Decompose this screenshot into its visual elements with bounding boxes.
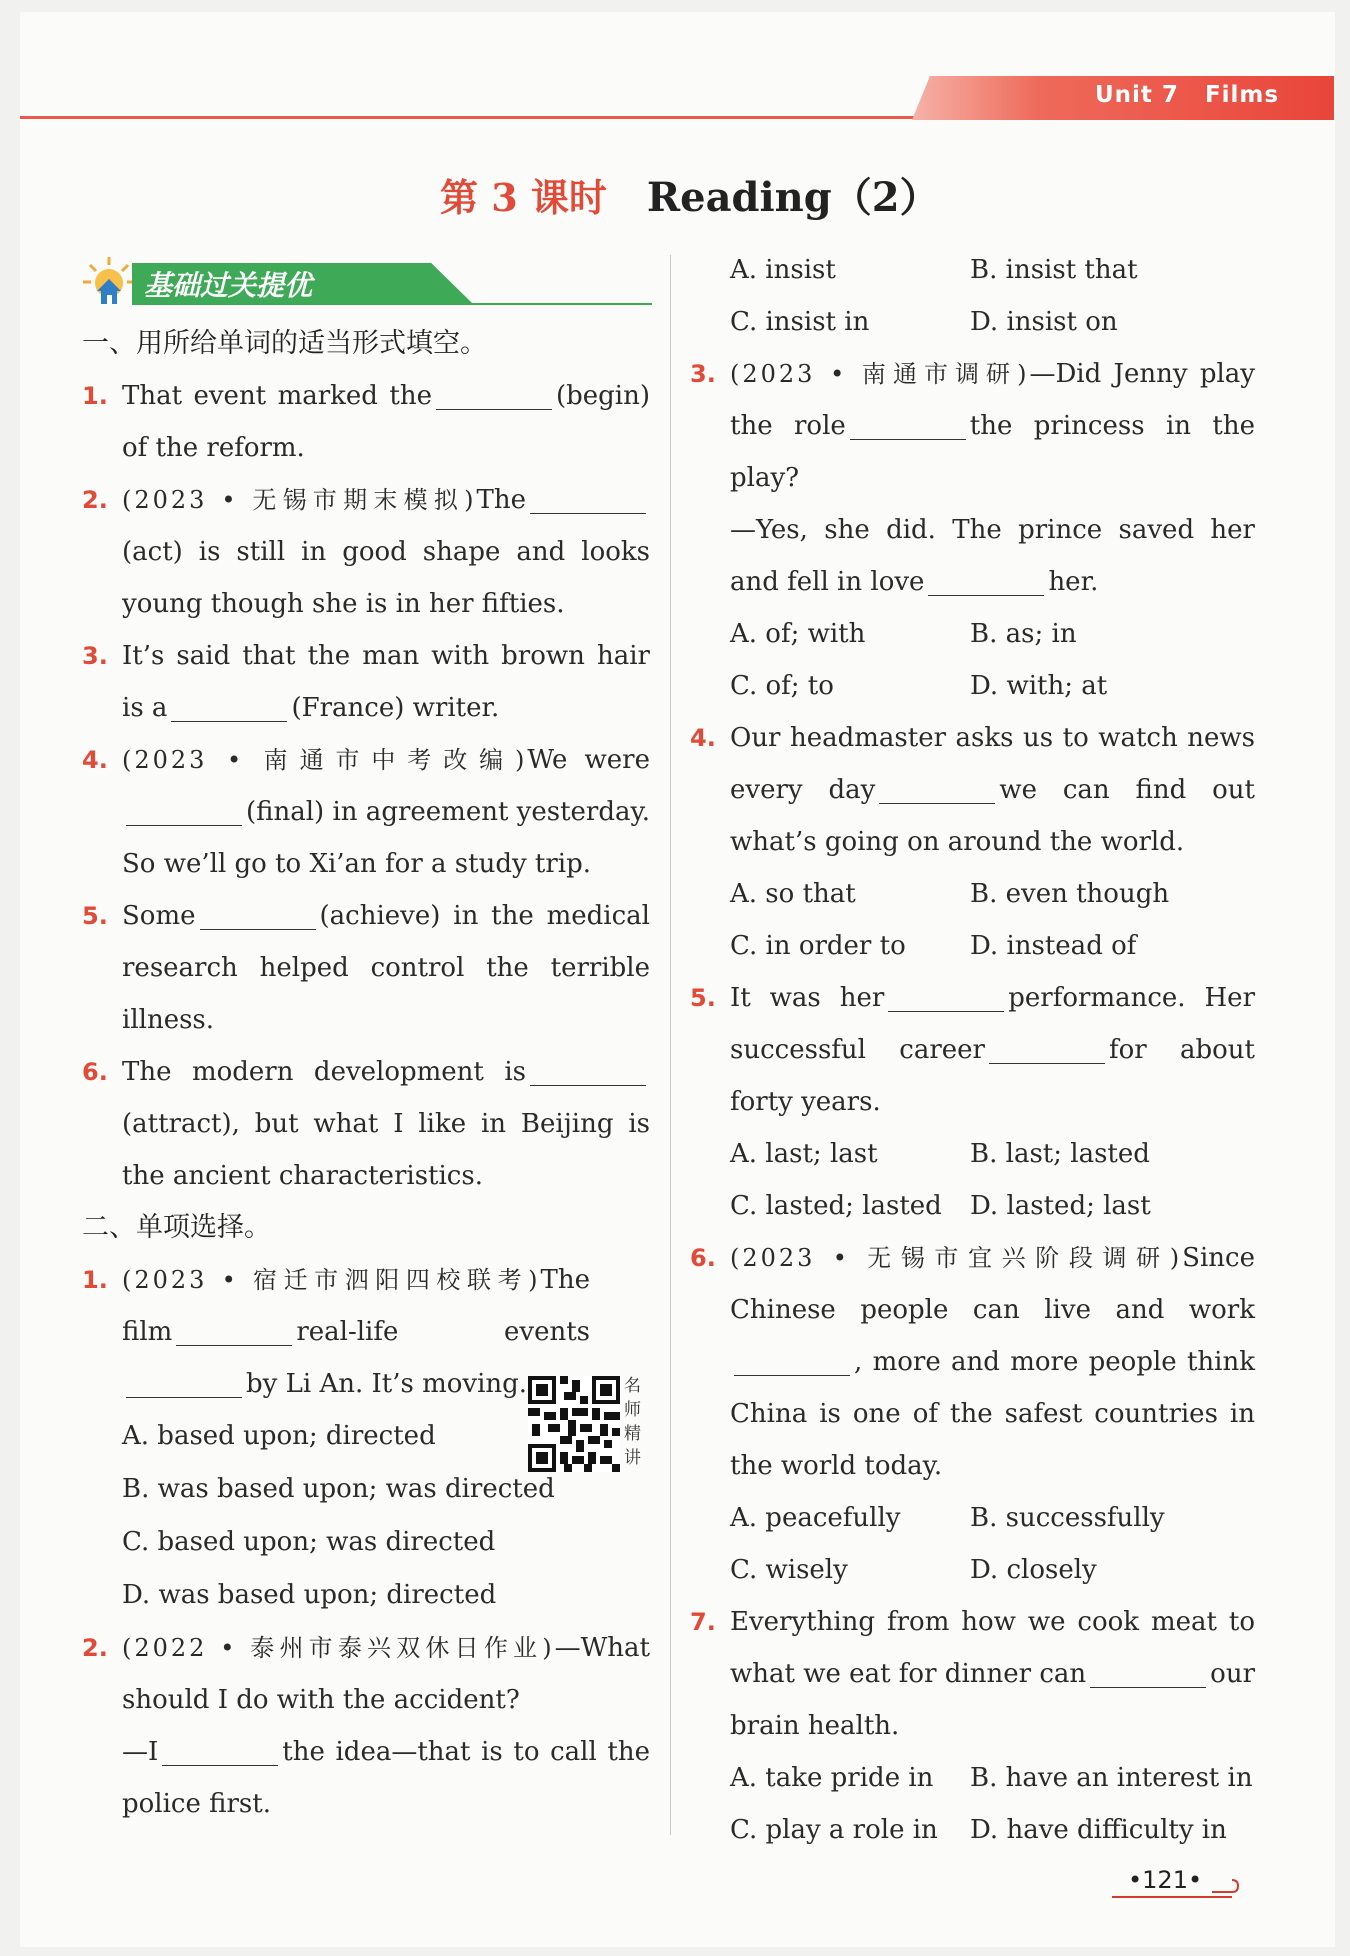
section-1-title: 一、用所给单词的适当形式填空。 <box>82 328 487 359</box>
section-2-title: 二、单项选择。 <box>82 1212 271 1243</box>
question-text: real-life events <box>296 1317 590 1347</box>
option[interactable]: A. last; last <box>730 1139 878 1169</box>
option[interactable]: A. of; with <box>730 619 866 649</box>
left-column <box>82 318 650 1830</box>
question-text: It was her <box>730 983 885 1013</box>
option[interactable]: A. take pride in <box>730 1763 934 1793</box>
sun-house-icon <box>80 255 138 307</box>
question-text: (attract), but what I like in Beijing is the ancient characteristics. <box>122 1109 650 1191</box>
question-number: 3. <box>82 642 108 670</box>
option[interactable]: C. based upon; was directed <box>122 1527 496 1557</box>
option[interactable]: C. in order to <box>730 931 906 961</box>
question-text: We were <box>527 745 650 775</box>
lesson-name: Reading（2） <box>646 174 940 221</box>
question-number: 4. <box>82 746 108 774</box>
option[interactable]: B. insist that <box>970 255 1138 285</box>
header-topic: Films <box>1204 82 1280 108</box>
question-number: 2. <box>82 1634 108 1662</box>
option[interactable]: C. lasted; lasted <box>730 1191 942 1221</box>
question-text: The film <box>122 1265 590 1347</box>
question-text: performance. Her successful career <box>730 983 1255 1065</box>
option[interactable]: C. of; to <box>730 671 834 701</box>
answer-blank[interactable] <box>530 483 646 514</box>
question-text: —Did Jenny play the role <box>730 359 1255 441</box>
option[interactable]: B. have an interest in <box>970 1763 1253 1793</box>
answer-blank[interactable] <box>850 409 966 440</box>
option[interactable]: A. peacefully <box>730 1503 901 1533</box>
option[interactable]: A. so that <box>730 879 856 909</box>
answer-blank[interactable] <box>1090 1657 1206 1688</box>
option[interactable]: B. last; lasted <box>970 1139 1150 1169</box>
header-unit-label: Unit 7 <box>1095 82 1179 108</box>
question-text: —I <box>122 1737 159 1767</box>
option[interactable]: A. based upon; directed <box>122 1421 436 1451</box>
fill-question-1 <box>82 370 650 474</box>
question-number: 6. <box>82 1058 108 1086</box>
options-list <box>690 1128 1255 1232</box>
options-list <box>690 608 1255 712</box>
answer-blank[interactable] <box>530 1055 646 1086</box>
question-text: Since Chinese people can live and work <box>730 1243 1255 1325</box>
option[interactable]: B. was based upon; was directed <box>122 1474 555 1504</box>
choice-question-6 <box>690 1232 1255 1492</box>
question-source: (2023 • 无锡市宜兴阶段调研) <box>730 1244 1183 1272</box>
question-text: —Yes, she did. The prince saved her and fell in love <box>730 515 1255 597</box>
answer-blank[interactable] <box>928 565 1044 596</box>
answer-blank[interactable] <box>888 981 1004 1012</box>
question-number: 5. <box>690 984 716 1012</box>
answer-blank[interactable] <box>879 773 995 804</box>
option[interactable]: B. even though <box>970 879 1170 909</box>
choice-question-7 <box>690 1596 1255 1752</box>
option[interactable]: C. play a role in <box>730 1815 938 1845</box>
option[interactable]: B. as; in <box>970 619 1077 649</box>
option[interactable]: D. instead of <box>970 931 1137 961</box>
answer-blank[interactable] <box>734 1345 850 1376</box>
question-text: (France) writer. <box>291 693 500 723</box>
fill-question-4 <box>82 734 650 890</box>
option[interactable]: D. have difficulty in <box>970 1815 1227 1845</box>
question-text: It’s said that the man with brown hair is a <box>122 641 650 723</box>
options-list <box>690 244 1255 348</box>
question-text: we can find out what’s going on around the world. <box>730 775 1255 857</box>
question-text: Our headmaster asks us to watch news every day <box>730 723 1255 805</box>
column-divider <box>670 255 671 1835</box>
options-list <box>690 1492 1255 1596</box>
question-text: Some <box>122 901 196 931</box>
question-text: her. <box>1048 567 1099 597</box>
banner-text: 基础过关提优 <box>144 269 313 302</box>
option[interactable]: D. insist on <box>970 307 1118 337</box>
question-text: our brain health. <box>730 1659 1255 1741</box>
question-text: (achieve) in the medical research helped control the terrible illness. <box>122 901 650 1035</box>
option[interactable]: D. lasted; last <box>970 1191 1151 1221</box>
option[interactable]: D. with; at <box>970 671 1108 701</box>
question-source: (2023 • 无锡市期末模拟) <box>122 486 477 514</box>
question-number: 2. <box>82 486 108 514</box>
question-number: 4. <box>690 724 716 752</box>
page-number: •121• <box>1128 1866 1203 1894</box>
option[interactable]: B. successfully <box>970 1503 1165 1533</box>
question-number: 6. <box>690 1244 716 1272</box>
right-column <box>690 244 1255 1856</box>
question-text: —What should I do with the accident? <box>122 1633 650 1715</box>
question-number: 1. <box>82 1266 108 1294</box>
question-number: 5. <box>82 902 108 930</box>
question-number: 7. <box>690 1608 716 1636</box>
answer-blank[interactable] <box>171 691 287 722</box>
answer-blank[interactable] <box>200 899 316 930</box>
header-rule <box>20 116 920 119</box>
fill-question-3 <box>82 630 650 734</box>
question-source: (2023 • 南通市中考改编) <box>122 746 528 774</box>
page-title <box>440 166 940 222</box>
choice-question-3 <box>690 348 1255 608</box>
header-unit <box>1095 82 1335 114</box>
fill-question-5 <box>82 890 650 1046</box>
answer-blank[interactable] <box>436 379 552 410</box>
question-source: (2023 • 南通市调研) <box>730 360 1030 388</box>
option[interactable]: C. wisely <box>730 1555 848 1585</box>
option[interactable]: C. insist in <box>730 307 870 337</box>
question-text: The <box>476 485 526 515</box>
qr-caption: 名师精讲 <box>624 1376 641 1468</box>
question-text: by Li An. It’s moving. <box>246 1369 528 1399</box>
option[interactable]: A. insist <box>730 255 836 285</box>
options-list <box>690 1752 1255 1856</box>
question-text: Everything from how we cook meat to what we eat for dinner can <box>730 1607 1255 1689</box>
question-number: 3. <box>690 360 716 388</box>
answer-blank[interactable] <box>126 795 242 826</box>
question-text: (begin) of the reform. <box>122 381 650 463</box>
answer-blank[interactable] <box>126 1367 242 1398</box>
choice-question-5 <box>690 972 1255 1128</box>
banner-underline <box>132 303 652 305</box>
curved-arrow-icon <box>1210 1874 1240 1894</box>
answer-blank[interactable] <box>162 1735 278 1766</box>
answer-blank[interactable] <box>989 1033 1105 1064</box>
question-text: (final) in agreement yesterday. So we’ll go to Xi’an for a study trip. <box>122 797 650 879</box>
question-text: The modern development is <box>122 1057 526 1087</box>
qr-code-icon[interactable] <box>528 1376 620 1472</box>
question-text: the idea—that is to call the police first. <box>122 1737 650 1819</box>
question-text: That event marked the <box>122 381 432 411</box>
question-text: the princess in the play? <box>730 411 1255 493</box>
question-source: (2023 • 宿迁市泗阳四校联考) <box>122 1266 541 1294</box>
choice-question-2 <box>82 1622 650 1830</box>
page-number-rule <box>1112 1896 1232 1898</box>
fill-question-2 <box>82 474 650 630</box>
options-list <box>690 868 1255 972</box>
question-number: 1. <box>82 382 108 410</box>
section-banner <box>80 255 655 307</box>
answer-blank[interactable] <box>176 1315 292 1346</box>
question-text: for about forty years. <box>730 1035 1255 1117</box>
question-text: (act) is still in good shape and looks young though she is in her fifties. <box>122 537 650 619</box>
lesson-label: 第 3 课时 <box>440 175 607 220</box>
fill-question-6 <box>82 1046 650 1202</box>
question-text: , more and more people think China is one of the safest countries in the world today. <box>730 1347 1255 1481</box>
question-source: (2022 • 泰州市泰兴双休日作业) <box>122 1634 555 1662</box>
option[interactable]: D. closely <box>970 1555 1097 1585</box>
choice-question-4 <box>690 712 1255 868</box>
option[interactable]: D. was based upon; directed <box>122 1580 497 1610</box>
